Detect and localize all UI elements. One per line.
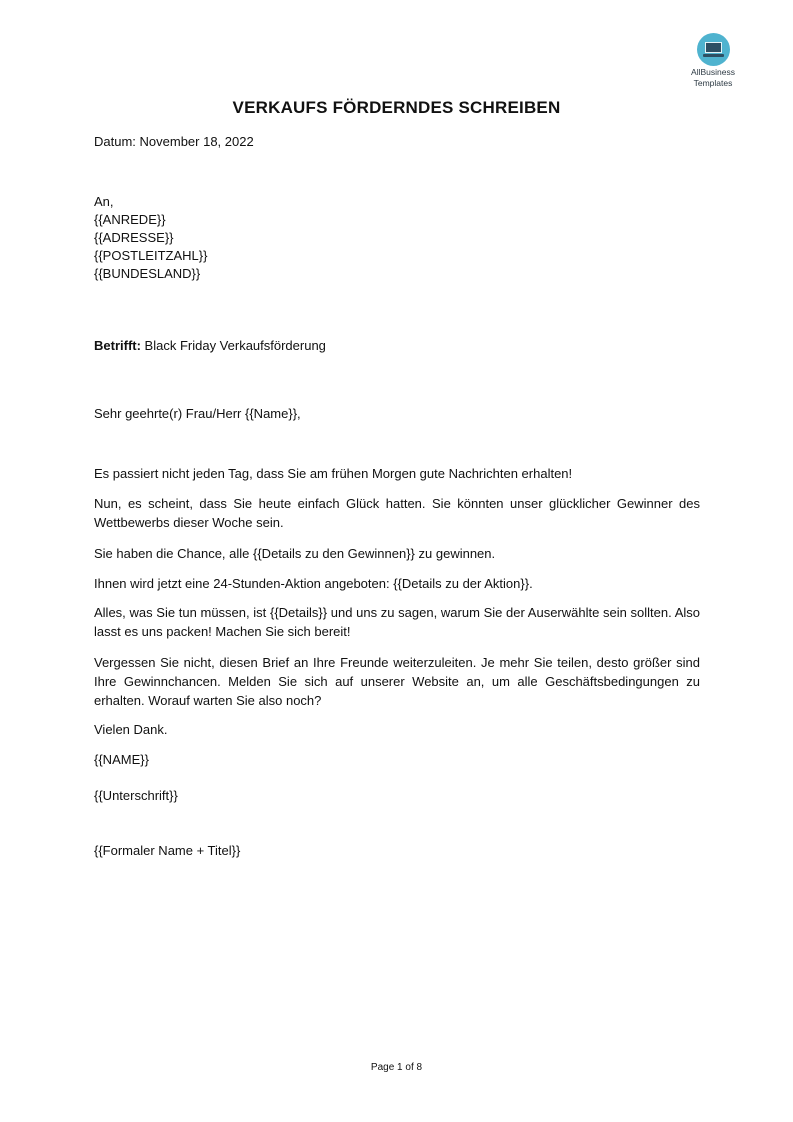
recipient-line-bundesland: {{BUNDESLAND}}	[94, 266, 201, 281]
name-placeholder: {{NAME}}	[94, 752, 149, 767]
date-line: Datum: November 18, 2022	[94, 134, 254, 149]
body-paragraph: Nun, es scheint, dass Sie heute einfach Glück hatten. Sie könnten unser glücklicher Gewinner des Wettbewerbs dieser Woche sein.	[94, 496, 700, 530]
logo-text-line2: Templates	[693, 78, 733, 88]
recipient-salutation: An,	[94, 194, 114, 209]
body-paragraph: Sie haben die Chance, alle {{Details zu den Gewinnen}} zu gewinnen.	[94, 546, 496, 561]
recipient-line-adresse: {{ADRESSE}}	[94, 230, 174, 245]
greeting: Sehr geehrte(r) Frau/Herr {{Name}},	[94, 406, 301, 421]
subject-line	[94, 337, 326, 355]
brand-logo	[683, 33, 743, 93]
body-paragraph: Vergessen Sie nicht, diesen Brief an Ihre Freunde weiterzuleiten. Je mehr Sie teilen, desto größer sind Ihre Gewinnchancen. Melden Sie sich auf unserer Website an, um alle Geschäftsbedingungen zu erhalten. Worauf warten Sie also noch?	[94, 655, 700, 708]
logo-text-line1: AllBusiness	[691, 67, 735, 77]
laptop-icon	[697, 33, 730, 66]
document-title: VERKAUFS FÖRDERNDES SCHREIBEN	[232, 98, 561, 117]
subject-label: Betrifft:	[94, 338, 141, 353]
recipient-line-anrede: {{ANREDE}}	[94, 212, 166, 227]
body-paragraph: Alles, was Sie tun müssen, ist {{Details}} und uns zu sagen, warum Sie der Auserwählte sein sollten. Also lasst es uns packen! Machen Sie sich bereit!	[94, 605, 700, 639]
formal-name-placeholder: {{Formaler Name + Titel}}	[94, 843, 241, 858]
body-paragraph: Es passiert nicht jeden Tag, dass Sie am frühen Morgen gute Nachrichten erhalten!	[94, 466, 573, 481]
recipient-line-postleitzahl: {{POSTLEITZAHL}}	[94, 248, 208, 263]
signature-placeholder: {{Unterschrift}}	[94, 788, 178, 803]
body-paragraph: Ihnen wird jetzt eine 24-Stunden-Aktion angeboten: {{Details zu der Aktion}}.	[94, 576, 533, 591]
page-number: Page 1 of 8	[370, 1062, 423, 1073]
subject-text: Black Friday Verkaufsförderung	[140, 338, 326, 353]
closing: Vielen Dank.	[94, 722, 168, 737]
